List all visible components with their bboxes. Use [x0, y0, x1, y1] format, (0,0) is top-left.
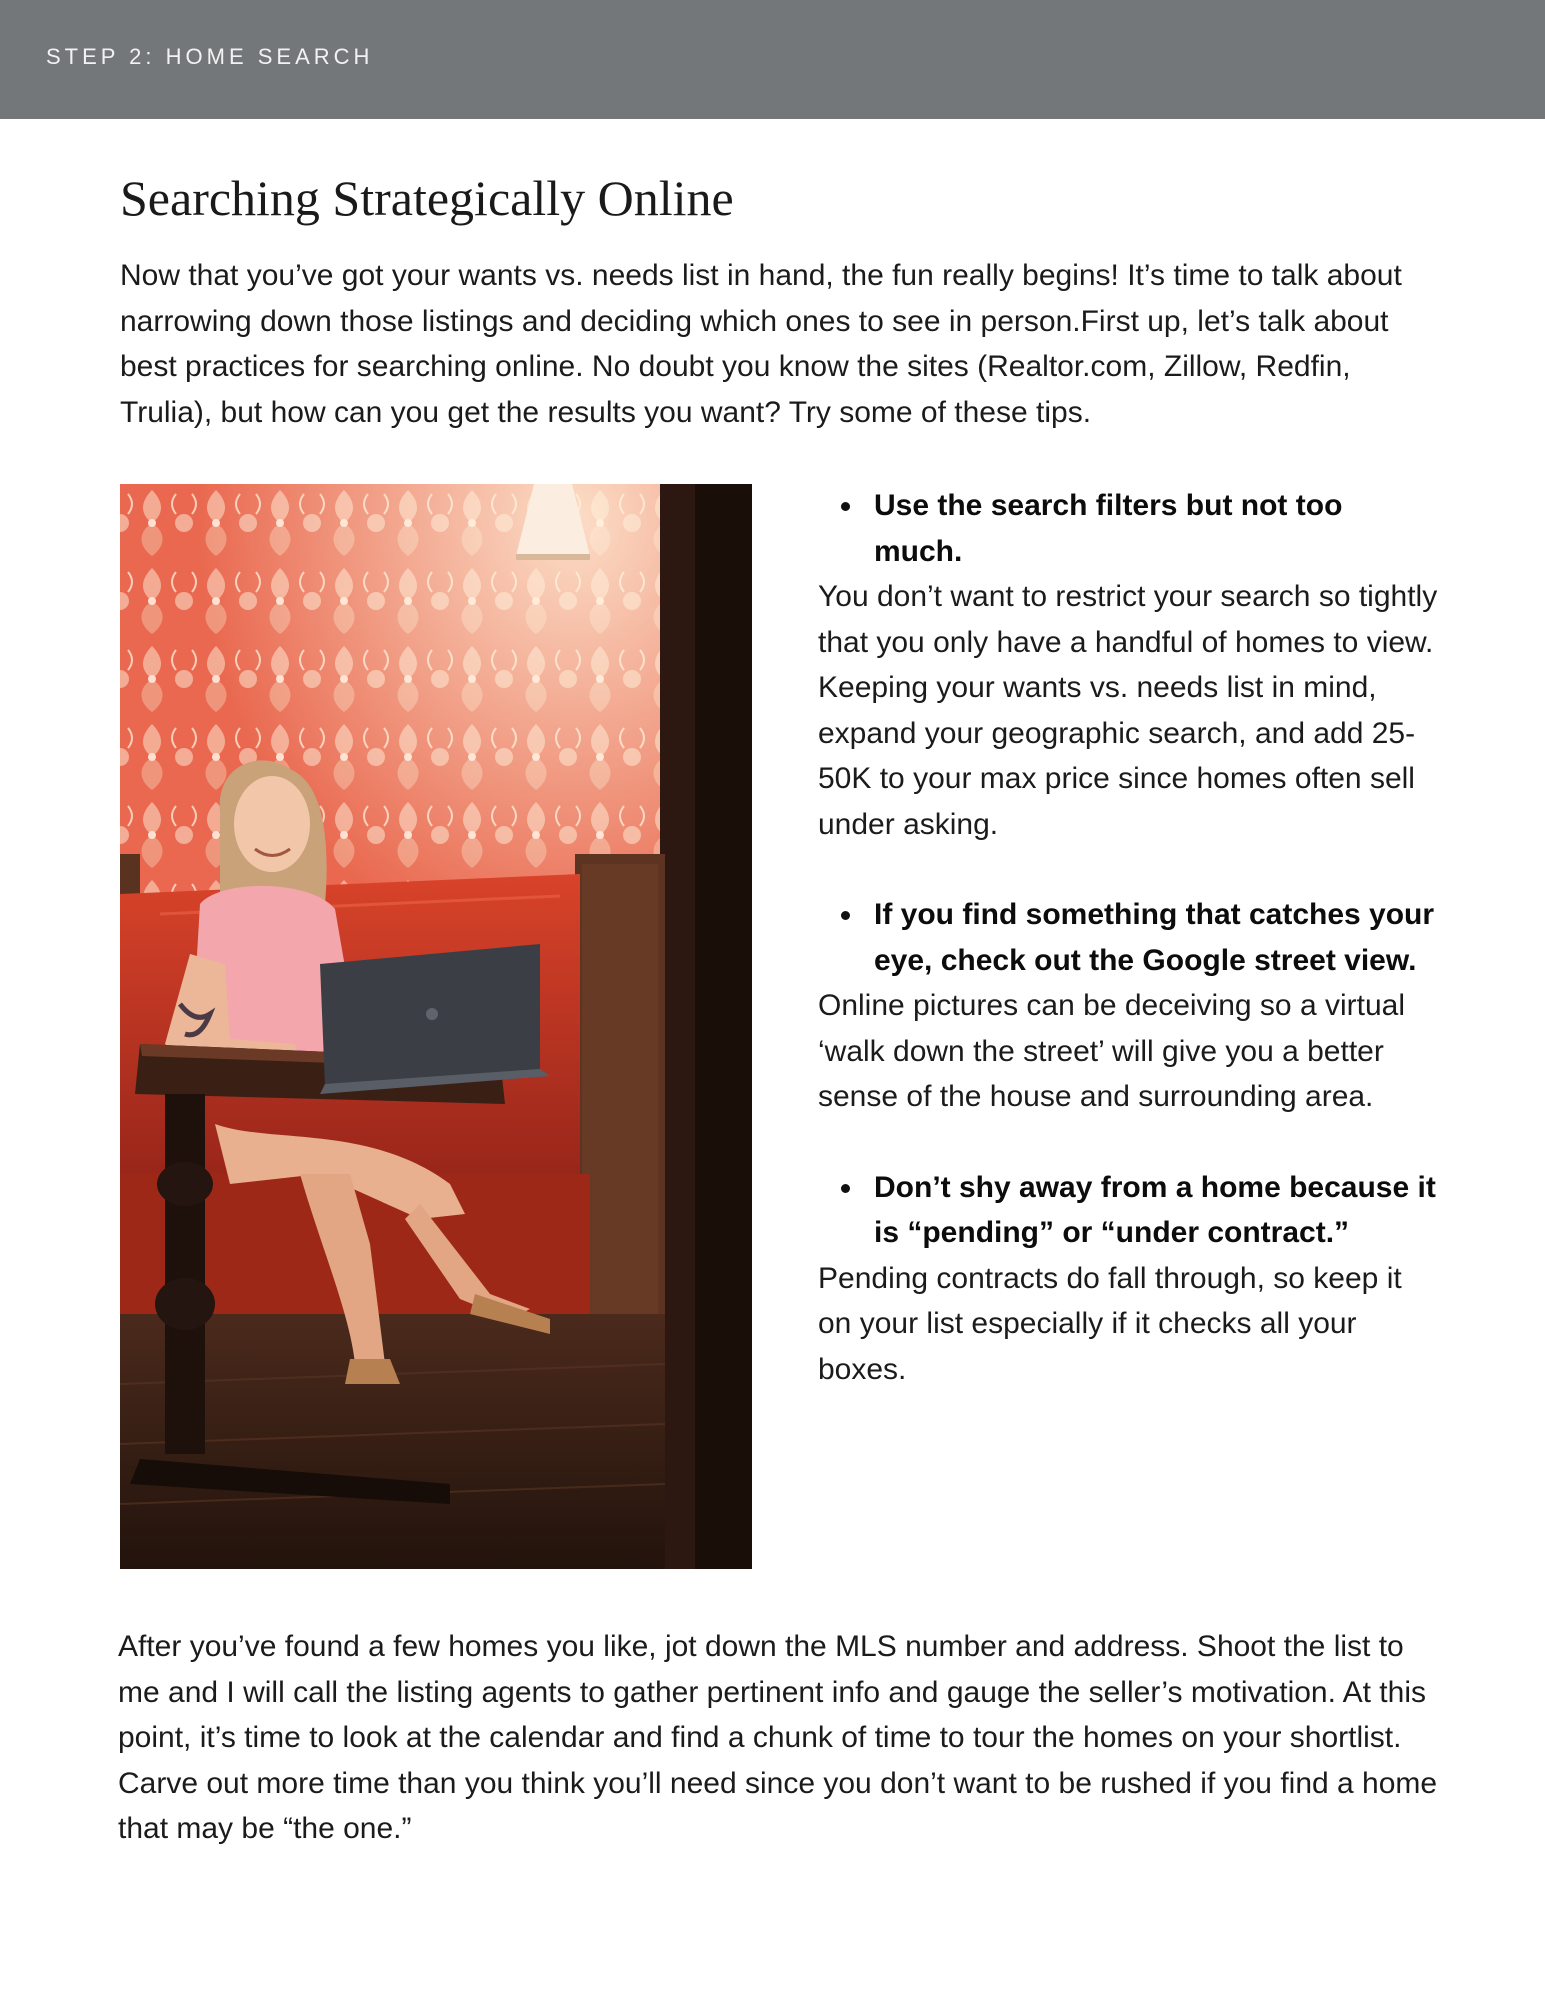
tip-item — [818, 483, 1438, 847]
intro-paragraph: Now that you’ve got your wants vs. needs list in hand, the fun really begins! It’s time to talk about narrowing down those listings and deciding which ones to see in person.First up, let’s talk about best practices for searching online. No doubt you know the sites (Realtor.com, Zillow, Redfin, Trulia), but how can you get the results you want? Try some of these tips. — [120, 259, 1402, 429]
bullet-icon — [841, 1184, 850, 1193]
tip-item — [818, 892, 1438, 1120]
bullet-icon — [841, 502, 850, 511]
closing-paragraph: After you’ve found a few homes you like, jot down the MLS number and address. Shoot the list to me and I will call the listing agents to gather pertinent info and gauge the seller’s motivation. At this point, it’s time to look at the calendar and find a chunk of time to tour the homes on your shortlist. Carve out more time than you think you’ll need since you don’t want to be rushed if you find a home that may be “the one.” — [118, 1630, 1438, 1845]
tip-body: You don’t want to restrict your search so tightly that you only have a handful of homes to view. Keeping your wants vs. needs list in mind, expand your geographic search, and add 25-50K to your max price since homes often sell under asking. — [818, 580, 1438, 841]
woman-with-laptop-photo — [120, 484, 752, 1569]
page-title: Searching Strategically Online — [120, 170, 734, 226]
tip-heading-text: If you find something that catches your eye, check out the Google street view. — [874, 898, 1435, 977]
tip-heading — [818, 892, 1438, 983]
tip-heading-text: Use the search filters but not too much. — [874, 489, 1343, 568]
header-bar — [0, 0, 1545, 119]
section-label: STEP 2: HOME SEARCH — [46, 44, 374, 69]
bullet-icon — [841, 911, 850, 920]
tips-list — [818, 483, 1438, 1437]
tip-body: Pending contracts do fall through, so keep it on your list especially if it checks all your boxes. — [818, 1261, 1402, 1386]
tip-heading — [818, 1165, 1438, 1256]
tip-item — [818, 1165, 1438, 1393]
tip-heading-text: Don’t shy away from a home because it is “pending” or “under contract.” — [874, 1170, 1436, 1249]
tip-body: Online pictures can be deceiving so a virtual ‘walk down the street’ will give you a better sense of the house and surrounding area. — [818, 989, 1405, 1113]
tip-heading — [818, 483, 1438, 574]
